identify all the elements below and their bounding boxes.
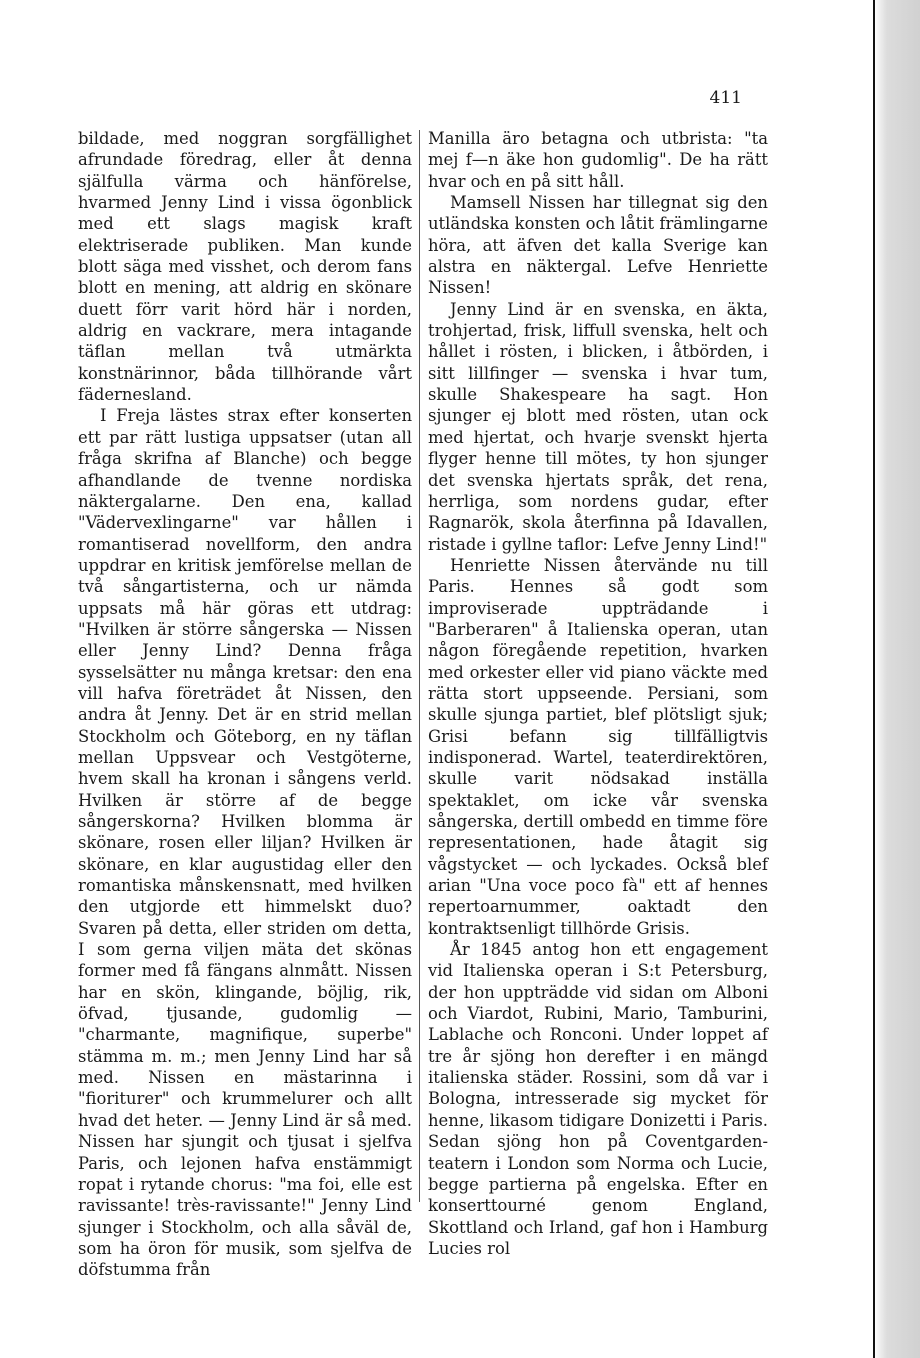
paragraph: Henriette Nissen återvände nu till Paris. Hennes så godt som improviserade uppträdande i "Barberaren" å Italienska operan, utan någon föregående repetition, hvarken med orkester eller vid piano väckte med rätta stort uppseende. Persiani, som skulle sjunga partiet, blef plötsligt sjuk; Grisi befann sig tillfälligtvis indisponerad. Wartel, teaterdirektören, skulle varit nödsakad inställa spektaklet, om icke vår svenska sångerska, dertill ombedd en timme före representationen, hade åtagit sig vågstycket — och lyckades. Också blef arian "Una voce poco fà" ett af hennes repertoarnummer, oaktadt den kontraktsenligt tillhörde Grisis.	[428, 555, 768, 938]
right-column	[428, 128, 768, 1259]
paragraph: Mamsell Nissen har tillegnat sig den utländska konsten och låtit främlingarne höra, att äfven det kalla Sverige kan alstra en näktergal. Lefve Henriette Nissen!	[428, 193, 768, 298]
paragraph-continuation: bildade, med noggran sorgfällighet afrundade föredrag, eller åt denna själfulla värma och hänförelse, hvarmed Jenny Lind i vissa ögonblick med ett slags magisk kraft elektriserade publiken. Man kunde blott säga med visshet, och derom fans blott en mening, att aldrig en skönare duett förr varit hörd här i norden, aldrig en vackrare, mera intagande täflan mellan två utmärkta konstnärinnor, båda tillhörande vårt fädernesland.	[78, 129, 412, 405]
column-divider	[419, 130, 420, 1202]
page-number: 411	[709, 88, 742, 108]
paragraph: Jenny Lind är en svenska, en äkta, trohjertad, frisk, liffull svenska, helt och hållet i rösten, i blicken, i åtbörden, i sitt lillfinger — svenska i hvar tum, skulle Shakespeare ha sagt. Hon sjunger ej blott med rösten, utan ock med hjertat, och hvarje svenskt hjerta flyger henne till mötes, ty hon sjunger det svenska hjertats språk, det rena, herrliga, som nordens gudar, efter Ragnarök, skola återfinna på Idavallen, ristade i gyllne taflor: Lefve Jenny Lind!"	[428, 299, 768, 554]
left-column	[78, 128, 412, 1281]
page-edge-shadow	[873, 0, 920, 1358]
paragraph: I Freja lästes strax efter konserten ett par rätt lustiga uppsatser (utan all fråga skrifna af Blanche) och begge afhandlande de tvenne nordiska näktergalarne. Den ena, kallad "Vädervexlingarne" var hållen i romantiserad novellform, den andra uppdrar en kritisk jemförelse mellan de två sångartisterna, och ur nämda uppsats må här göras ett utdrag: "Hvilken är större sångerska — Nissen eller Jenny Lind? Denna fråga sysselsätter nu många kretsar: den ena vill hafva företrädet åt Nissen, den andra åt Jenny. Det är en strid mellan Stockholm och Göteborg, en ny täflan mellan Uppsvear och Vestgöterne, hvem skall ha kronan i sångens verld. Hvilken är större af de begge sångerskorna? Hvilken blomma är skönare, rosen eller liljan? Hvilken är skönare, en klar augustidag eller den romantiska månskensnatt, med hvilken den utgjorde ett himmelskt duo? Svaren på detta, eller striden om detta, I som gerna viljen mäta det skönas former med få fängans alnmått. Nissen har en skön, klingande, böjlig, rik, öfvad, tjusande, gudomlig — "charmante, magnifique, superbe" stämma m. m.; men Jenny Lind har så med. Nissen en mästarinna i "fioriturer" och krummelurer och allt hvad det heter. — Jenny Lind är så med. Nissen har sjungit och tjusat i sjelfva Paris, och lejonen hafva enstämmigt ropat i rytande chorus: "ma foi, elle est ravissante! très-ravissante!" Jenny Lind sjunger i Stockholm, och alla såväl de, som ha öron för musik, som sjelfva de döfstumma från	[78, 406, 412, 1280]
paragraph: År 1845 antog hon ett engagement vid Italienska operan i S:t Petersburg, der hon uppträdde vid sidan om Alboni och Viardot, Rubini, Mario, Tamburini, Lablache och Ronconi. Under loppet af tre år sjöng hon derefter i en mängd italienska städer. Rossini, som då var i Bologna, intresserade sig mycket för henne, likasom tidigare Donizetti i Paris. Sedan sjöng hon på Coventgarden-teatern i London som Norma och Lucie, begge partierna på engelska. Efter en konserttourné genom England, Skottland och Irland, gaf hon i Hamburg Lucies rol	[428, 940, 768, 1258]
paragraph-continuation: Manilla äro betagna och utbrista: "ta mej f—n äke hon gudomlig". De ha rätt hvar och en på sitt håll.	[428, 129, 768, 191]
